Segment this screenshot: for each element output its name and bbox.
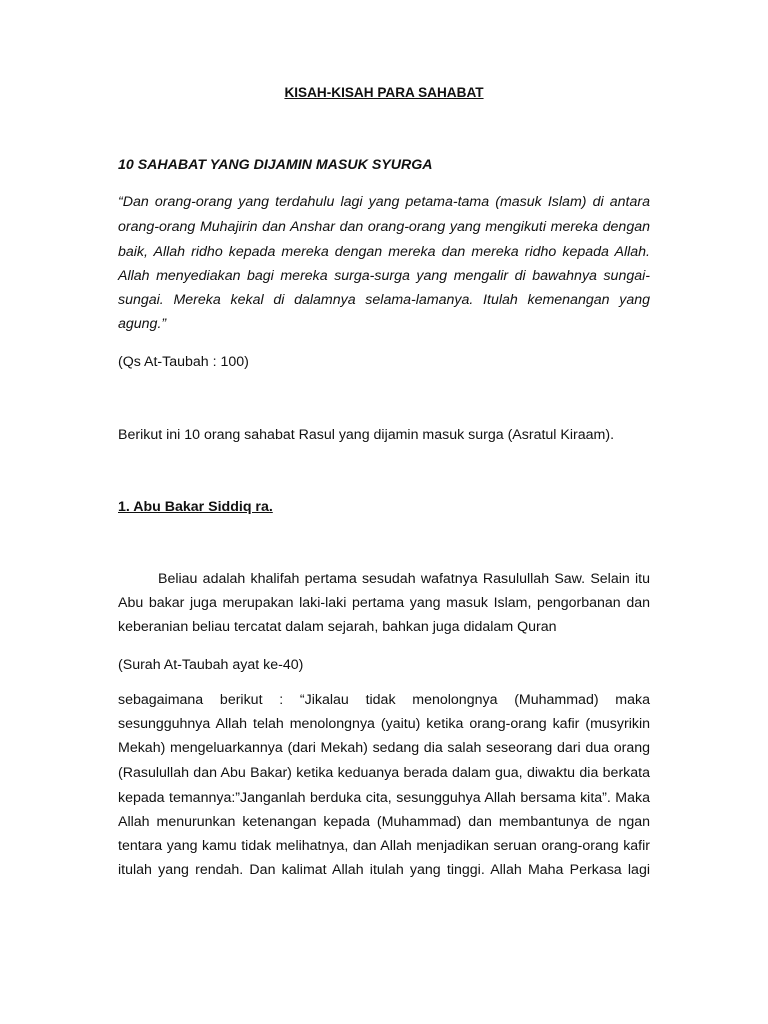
paragraph-line: tentara yang kamu tidak melihatnya, dan Allah menjadikan seruan orang-orang kafir [118, 838, 650, 854]
document-page [118, 0, 650, 1024]
document-title: KISAH-KISAH PARA SAHABAT [284, 85, 484, 100]
paragraph-line: Allah menurunkan ketenangan kepada (Muhammad) dan membantunya de ngan [118, 814, 650, 830]
quote-line: orang-orang Muhajirin dan Anshar dan orang-orang yang mengikuti mereka dengan [118, 219, 650, 235]
quote-source: (Qs At-Taubah : 100) [118, 354, 249, 370]
paragraph-line: Beliau adalah khalifah pertama sesudah wafatnya Rasulullah Saw. Selain itu [158, 571, 650, 587]
quote-line: “Dan orang-orang yang terdahulu lagi yang petama-tama (masuk Islam) di antara [118, 194, 650, 210]
quote-line: sungai. Mereka kekal di dalamnya selama-lamanya. Itulah kemenangan yang [118, 292, 650, 308]
paragraph-line: kepada temannya:”Janganlah berduka cita, sesungguhya Allah bersama kita”. Maka [118, 790, 650, 806]
intro-text: Berikut ini 10 orang sahabat Rasul yang dijamin masuk surga (Asratul Kiraam). [118, 427, 615, 443]
quote-line: agung.” [118, 316, 167, 332]
paragraph-line: sebagaimana berikut : “Jikalau tidak menolongnya (Muhammad) maka [118, 692, 650, 708]
document-subtitle: 10 SAHABAT YANG DIJAMIN MASUK SYURGA [118, 157, 433, 173]
paragraph-line: itulah yang rendah. Dan kalimat Allah itulah yang tinggi. Allah Maha Perkasa lagi [118, 862, 650, 878]
paragraph-line: keberanian beliau tercatat dalam sejarah, bahkan juga didalam Quran [118, 619, 557, 635]
paragraph-line: Abu bakar juga merupakan laki-laki pertama yang masuk Islam, pengorbanan dan [118, 595, 650, 611]
paragraph-line: sesungguhnya Allah telah menolongnya (yaitu) ketika orang-orang kafir (musyrikin [118, 716, 650, 732]
section-heading: 1. Abu Bakar Siddiq ra. [118, 499, 273, 515]
paragraph-line: Mekah) mengeluarkannya (dari Mekah) sedang dia salah seseorang dari dua orang [118, 740, 650, 756]
paragraph-line: (Rasulullah dan Abu Bakar) ketika keduanya berada dalam gua, diwaktu dia berkata [118, 765, 650, 781]
paragraph-1-source: (Surah At-Taubah ayat ke-40) [118, 657, 304, 673]
quote-line: baik, Allah ridho kepada mereka dengan mereka dan mereka ridho kepada Allah. [118, 244, 650, 260]
quote-line: Allah menyediakan bagi mereka surga-surga yang mengalir di bawahnya sungai- [118, 268, 650, 284]
